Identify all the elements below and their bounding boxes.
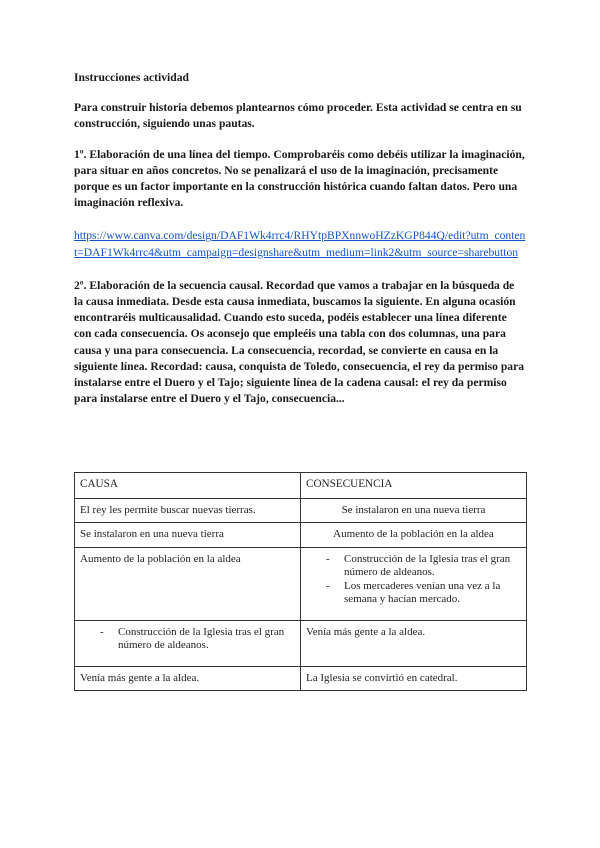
cell-consecuencia: Se instalaron en una nueva tierra xyxy=(301,498,527,523)
cell-consecuencia: Aumento de la población en la aldea xyxy=(301,523,527,548)
cell-consecuencia: Venía más gente a la aldea. xyxy=(301,620,527,666)
list-item-text: Los mercaderes venían una vez a la semana y hacían mercado. xyxy=(344,579,501,605)
table-row xyxy=(75,666,527,691)
table-row xyxy=(75,620,527,666)
dash-bullet: - xyxy=(326,579,330,592)
cell-causa xyxy=(75,620,301,666)
table-row xyxy=(75,523,527,548)
dash-bullet: - xyxy=(326,552,330,565)
document-body xyxy=(74,70,526,407)
list-item-text: Construcción de la Iglesia tras el gran número de aldeanos. xyxy=(118,625,285,651)
causal-table xyxy=(74,472,527,691)
cause-list xyxy=(80,626,295,661)
step2-paragraph: 2º. Elaboración de la secuencia causal. Recordad que vamos a trabajar en la búsqueda de la causa inmediata. Desde esta causa inmediata, buscamos la siguiente. En alguna ocasión encontraréis multicausalidad. Cuando esto suceda, podéis establecer una línea diferente con cada consecuencia. Os aconsejo que empleéis una tabla con dos columnas, una para causa y una para consecuencia. La consecuencia, recordad, se convierte en causa en la siguiente línea. Recordad: causa, conquista de Toledo, consecuencia, el rey da permiso para instalarse entre el Duero y el Tajo; siguiente línea de la cadena causal: el rey da permiso para instalarse entre el Duero y el Tajo, consecuencia... xyxy=(74,278,525,406)
cell-causa: El rey les permite buscar nuevas tierras. xyxy=(75,498,301,523)
cell-causa: Aumento de la población en la aldea xyxy=(75,547,301,620)
list-item xyxy=(318,580,521,607)
cell-causa: Venía más gente a la aldea. xyxy=(75,666,301,691)
header-causa: CAUSA xyxy=(75,473,301,499)
consequence-list xyxy=(306,553,521,615)
list-item xyxy=(318,553,521,580)
intro-paragraph: Para construir historia debemos plantearnos cómo proceder. Esta actividad se centra en su construcción, siguiendo unas pautas. xyxy=(74,101,522,131)
dash-bullet: - xyxy=(100,625,104,638)
list-item xyxy=(92,626,295,653)
list-item-text: Construcción de la Iglesia tras el gran número de aldeanos. xyxy=(344,552,511,578)
table-row xyxy=(75,547,527,620)
table-header-row xyxy=(75,473,527,499)
document-title: Instrucciones actividad xyxy=(74,71,189,84)
step1-paragraph: 1º. Elaboración de una línea del tiempo. Comprobaréis como debéis utilizar la imaginación, para situar en años concretos. No se penalizará el uso de la imaginación, precisamente porque es un factor importante en la construcción histórica cuando faltan datos. Pero una imaginación reflexiva. xyxy=(74,147,525,210)
canva-link[interactable]: https://www.canva.com/design/DAF1Wk4rrc4/RHYtpBPXnnwoHZzKGP844Q/edit?utm_content=DAF1Wk4rrc4&utm_campaign=designshare&utm_medium=link2&utm_source=sharebutton xyxy=(74,229,526,259)
cell-causa: Se instalaron en una nueva tierra xyxy=(75,523,301,548)
cell-consecuencia xyxy=(301,547,527,620)
table-row xyxy=(75,498,527,523)
header-consecuencia: CONSECUENCIA xyxy=(301,473,527,499)
cell-consecuencia: La Iglesia se convirtió en catedral. xyxy=(301,666,527,691)
